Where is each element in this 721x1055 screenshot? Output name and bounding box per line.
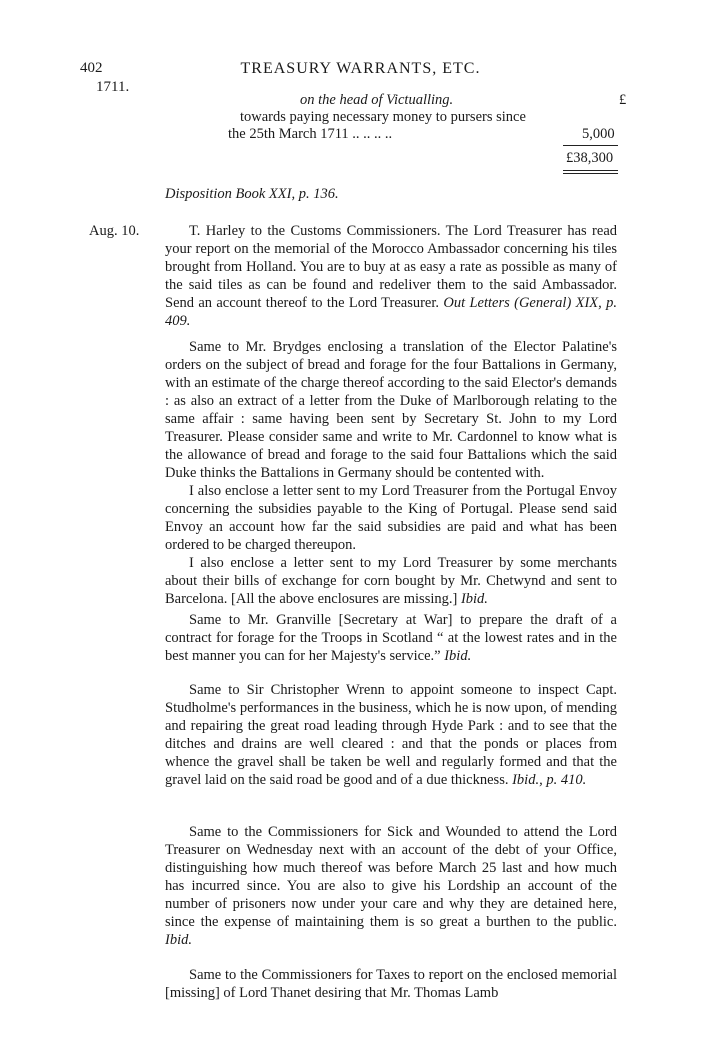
entry-ref: Out Letters (General) XIX, p. 409. [165,295,618,329]
entry-ref: Ibid. [460,591,488,607]
entry-ref: Ibid., p. 410. [512,772,587,788]
entry-text-2: I also enclose a letter sent to my Lord Treasurer from the Portugal Envoy concerning the subsidies payable to the King of Portugal. Please send said Envoy an account how far the said subsidies are paid and what has been ordered to be charged thereupon. [165,483,617,553]
account-head: on the head of Victualling. [300,92,454,108]
entry-text: T. Harley to the Customs Commissioners. The Lord Treasurer has read your report on the memorial of the Morocco Ambassador concerning his tiles brought from Holland. You are to buy at as easy a rate as possible as many of the said tiles as can be found and redeliver them to the said Ambassador. Send an account thereof to the Lord Treasurer. [165,223,617,311]
entry-wrenn [165,681,617,789]
margin-year: 1711. [96,79,130,95]
entry-text: Same to Sir Christopher Wrenn to appoint someone to inspect Capt. Studholme's performances in the business, which he is now upon, of mending and repairing the great road leading through Hyde Park : and to see that the ditches and drains are well cleared : and that the ponds or places from whence the gravel shall be taken be well and regularly formed and that the gravel laid on the said road be good and of a due thickness. [165,682,617,788]
entry-text-3: I also enclose a letter sent to my Lord Treasurer by some merchants about their bills of exchange for corn bought by Mr. Chetwynd and sent to Barcelona. [All the above enclosures are missing.] [165,555,617,607]
currency-symbol: £ [619,92,627,108]
margin-date: Aug. 10. [89,223,140,239]
entry-ref: Ibid. [444,648,472,664]
entry-granville [165,611,617,665]
account-total: £38,300 [566,150,614,166]
disposition-reference: Disposition Book XXI, p. 136. [165,186,339,202]
entry-brydges [165,338,617,608]
entry-text: Same to Mr. Brydges enclosing a translation of the Elector Palatine's orders on the subject of bread and forage for the four Battalions in Germany, with an estimate of the charge thereof according to the said Elector's demands : as also an extract of a letter from the Duke of Marlborough relating to the same affair : same having been sent by Secretary St. John to my Lord Treasurer. Please consider same and write to Mr. Cardonnel to know what is the allowance of bread and forage to the said four Battalions which the said Duke thinks the Battalions in Germany should be contented with. [165,339,617,481]
entry-text: Same to the Commissioners for Taxes to report on the enclosed memorial [missing] of Lord Thanet desiring that Mr. Thomas Lamb [165,967,617,1001]
entry-ref: Ibid. [165,932,192,948]
running-title: TREASURY WARRANTS, ETC. [240,60,481,77]
entry-taxes [165,966,617,1002]
account-line-2: the 25th March 1711 .. .. .. .. [228,126,393,142]
double-rule-bottom [563,173,618,174]
entry-text: Same to Mr. Granville [Secretary at War] to prepare the draft of a contract for forage for the Troops in Scotland “ at the lowest rates and in the best manner you can for her Majesty's service.” [165,612,617,664]
entry-sick-wounded [165,823,617,949]
entry-customs [165,222,617,330]
sum-rule [563,145,618,146]
entry-text: Same to the Commissioners for Sick and Wounded to attend the Lord Treasurer on Wednesday next with an account of the debt of your Office, distinguishing how much thereof was before March 25 last and how much has incurred since. You are also to give his Lordship an account of the number of prisoners now under your care and why they are detained here, since the expense of maintaining them is so great a burthen to the public. [165,824,617,930]
account-lines [228,92,578,143]
account-amount: 5,000 [582,126,615,142]
double-rule-top [563,170,618,171]
page-number: 402 [80,60,103,76]
account-line-1: towards paying necessary money to pursers since [240,109,526,125]
